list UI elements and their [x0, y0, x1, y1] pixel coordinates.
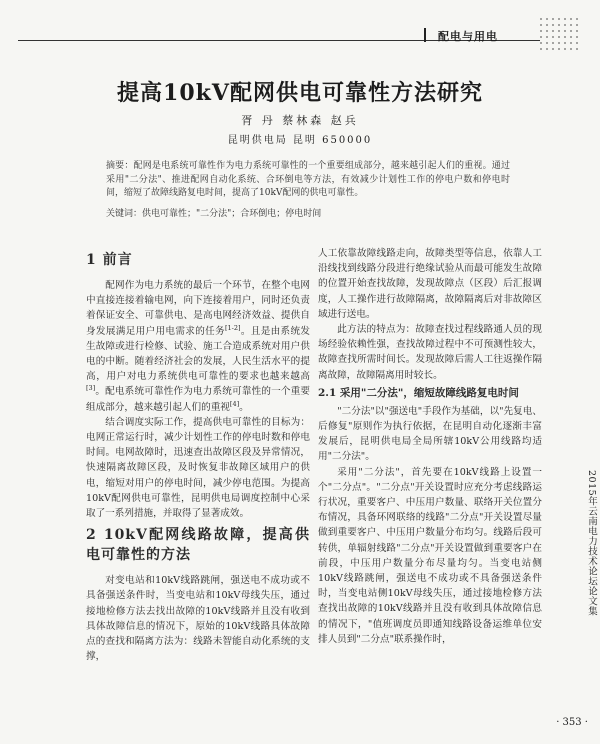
section-2-1-heading: 2.1 采用"二分法"，缩短故障线路复电时间 — [318, 386, 519, 399]
citation-ref: [1-2] — [224, 323, 241, 332]
authors: 胥 丹 蔡林森 赵兵 — [241, 114, 359, 127]
body-paragraph: 采用"二分法"，首先要在10kV线路上设置一个"二分点"。"二分点"开关设置时应充分考虑线路运行状况，重要客户、中压用户数量、联络开关位置分布情况，具备环网联络的线路"二分点"开关设置尽量做到重要客户、中压用户数量分布均匀。线路后段可转供，单辐射线路"二分点"开关设置做到重要客户在前段，中压用户数量分布尽量均匀。当变电站侧10kV线路跳闸，强送电不成功或不具备强送条件时，当变电站侧10kV母线失压，通过接地检修方法查找出故障的10kV线路并且没有收到具体故障信息的情况下，"值班调度员即通知线路设备运维单位安排人员到"二分点"联系操作时， — [318, 466, 542, 645]
citation-ref: [3] — [86, 384, 96, 393]
page-number: · 353 · — [556, 717, 588, 728]
intro-paragraph — [86, 278, 310, 415]
proceedings-side-title: 2015年云南电力技术论坛论文集 — [586, 470, 597, 617]
section-1-heading: 1 前言 — [86, 252, 133, 268]
body-paragraph: "二分法"以"强送电"手段作为基础，以"先复电、后修复"原则作为执行依据，在昆明自动化逐渐丰富发展后，昆明供电局全局所辖10kV公用线路均适用"二分法"。 — [318, 405, 542, 463]
body-paragraph: 对变电站和10kV线路跳闸，强送电不成功或不具备强送条件时，当变电站和10kV母线失压，通过接地检修方法去找出故障的10kV线路并且没有收到具体故障信息的情况下，原始的10kV线路具体故障点的查找和隔离方法为：线路未智能自动化系统的支撑， — [86, 575, 310, 663]
right-column — [318, 246, 542, 647]
body-paragraph: 此方法的特点为：故障查找过程线路通人员的现场经验依赖性强，查找故障过程中不可预测性较大，故障查找所需时间长。发现故障后需人工往返操作隔离故障，故障隔离用时较长。 — [318, 324, 542, 381]
intro-text-d: 。 — [239, 401, 249, 413]
intro-text-a: 配网作为电力系统的最后一个环节，在整个电网中直接连接着输电网，向下连接着用户，同时还负责着保证安全、可靠供电、是高电网经济效益、提供自身发展满足用户用电需求的任务 — [86, 280, 310, 337]
abstract: 摘要：配网是电系统可靠性作为电力系统可靠性的一个重要组成部分，越来越引起人们的重视。通过采用"二分法"、推进配网自动化系统、合环倒电等方法，有效减少计划性工作的停电户数和停电时间，缩短了故障线路复电时间，提高了10kV配网的供电可靠性。 — [106, 161, 510, 199]
body-paragraph: 人工依靠故障线路走向，故障类型等信息，依靠人工沿线找到线路分段进行绝缘试验从而最可能发生故障的位置开始查找故障，发现故障点（区段）后汇报调度，人工操作进行故障隔离，故障隔离后对非故障区域进行送电。 — [318, 248, 542, 320]
body-paragraph: 结合调度实际工作，提高供电可靠性的目标为：电网正常运行时，减少计划性工作的停电时数和停电时间。电网故障时，迅速查出故障区段及异常情况，快速隔离故障区段，及时恢复非故障区域用户的供电，缩短对用户的停电时间，减少停电范围。为提高10kV配网供电可靠性，昆明供电局调度控制中心采取了一系列措施，并取得了显著成效。 — [86, 416, 310, 520]
section-2-heading: 2 10kV配网线路故障，提高供电可靠性的方法 — [86, 527, 310, 564]
header-bracket — [424, 28, 436, 42]
header-dot-pattern — [538, 16, 582, 52]
intro-text-b: 。且是由系统发生故障或进行检修、试验、施工合造成系统对用户供电的中断。随着经济社会的发展，人民生活水平的提高，用户对电力系统供电可靠性的要求也越来越高 — [86, 325, 310, 383]
section-label: 配电与用电 — [438, 30, 498, 43]
paper-title: 提高10kV配网供电可靠性方法研究 — [117, 80, 483, 106]
keywords: 关键词：供电可靠性；"二分法"；合环倒电；停电时间 — [106, 209, 322, 219]
left-column — [86, 246, 310, 664]
intro-text-c: 。配电系统可靠性作为电力系统可靠性的一个重要组成部分，越来越引起人们的重视 — [86, 386, 310, 413]
affiliation: 昆明供电局 昆明 650000 — [227, 135, 373, 146]
citation-ref: [4] — [229, 399, 240, 408]
